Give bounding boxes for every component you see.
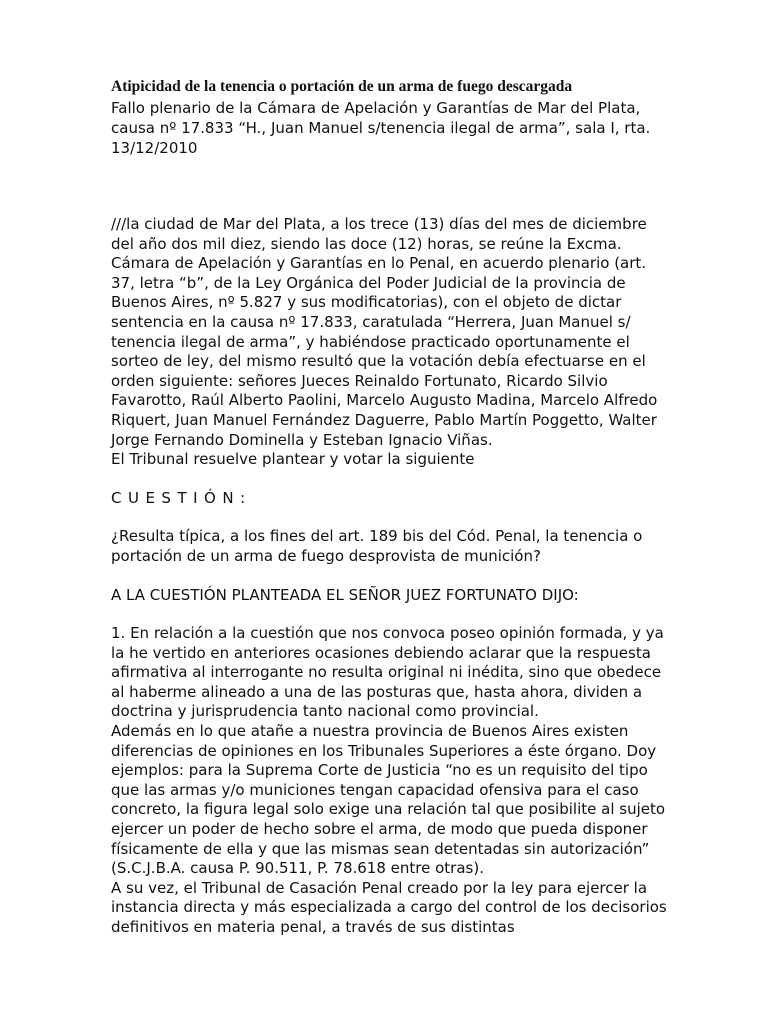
document-subtitle: Fallo plenario de la Cámara de Apelación y Garantías de Mar del Plata, causa nº 17.833 “H., Juan Manuel s/tenencia ilegal de arma”, sala I, rta. 13/12/2010 <box>111 99 651 157</box>
spacer <box>111 508 671 527</box>
section-heading-cuestion: CUESTIÓN: <box>111 488 252 507</box>
paragraph-point-1: 1. En relación a la cuestión que nos convoca poseo opinión formada, y ya la he vertido en anteriores ocasiones debiendo aclarar que la respuesta afirmativa al interrogante no resulta original ni inédita, sino que obedece al haberme alineado a una de las posturas que, hasta ahora, dividen a doctrina y jurisprudencia tanto nacional como provincial. <box>111 624 664 721</box>
spacer <box>111 605 671 624</box>
spacer <box>111 567 671 586</box>
document-title: Atipicidad de la tenencia o portación de un arma de fuego descargada <box>111 78 573 95</box>
spacer <box>111 470 671 489</box>
document-body <box>111 77 671 938</box>
paragraph-question: ¿Resulta típica, a los fines del art. 189 bis del Cód. Penal, la tenencia o portación de un arma de fuego desprovista de munición? <box>111 527 643 565</box>
paragraph-casacion: A su vez, el Tribunal de Casación Penal creado por la ley para ejercer la instancia directa y más especializada a cargo del control de los decisorios definitivos en materia penal, a través de sus distintas <box>111 878 667 936</box>
paragraph-tribunal: El Tribunal resuelve plantear y votar la siguiente <box>111 450 475 469</box>
section-heading-vote: A LA CUESTIÓN PLANTEADA EL SEÑOR JUEZ FORTUNATO DIJO: <box>111 585 579 604</box>
spacer <box>111 158 671 215</box>
paragraph-intro: ///la ciudad de Mar del Plata, a los trece (13) días del mes de diciembre del año dos mil diez, siendo las doce (12) horas, se reúne la Excma. Cámara de Apelación y Garantías en lo Penal, en acuerdo plenario (art. 37, letra “b”, de la Ley Orgánica del Poder Judicial de la provincia de Buenos Aires, nº 5.827 y sus modificatorias), con el objeto de dictar sentencia en la causa nº 17.833, caratulada “Herrera, Juan Manuel s/ tenencia ilegal de arma”, y habiéndose practicado oportunamente el sorteo de ley, del mismo resultó que la votación debía efectuarse en el orden siguiente: señores Jueces Reinaldo Fortunato, Ricardo Silvio Favarotto, Raúl Alberto Paolini, Marcelo Augusto Madina, Marcelo Alfredo Riquert, Juan Manuel Fernández Daguerre, Pablo Martín Poggetto, Walter Jorge Fernando Dominella y Esteban Ignacio Viñas. <box>111 215 658 449</box>
paragraph-provincia: Además en lo que atañe a nuestra provincia de Buenos Aires existen diferencias de opiniones en los Tribunales Superiores a éste órgano. Doy ejemplos: para la Suprema Corte de Justicia “no es un requisito del tipo que las armas y/o municiones tengan capacidad ofensiva para el caso concreto, la figura legal solo exige una relación tal que posibilite al sujeto ejercer un poder de hecho sobre el arma, de modo que pueda disponer físicamente de ella y que las mismas sean detentadas sin autorización” (S.C.J.B.A. causa P. 90.511, P. 78.618 entre otras). <box>111 722 666 878</box>
